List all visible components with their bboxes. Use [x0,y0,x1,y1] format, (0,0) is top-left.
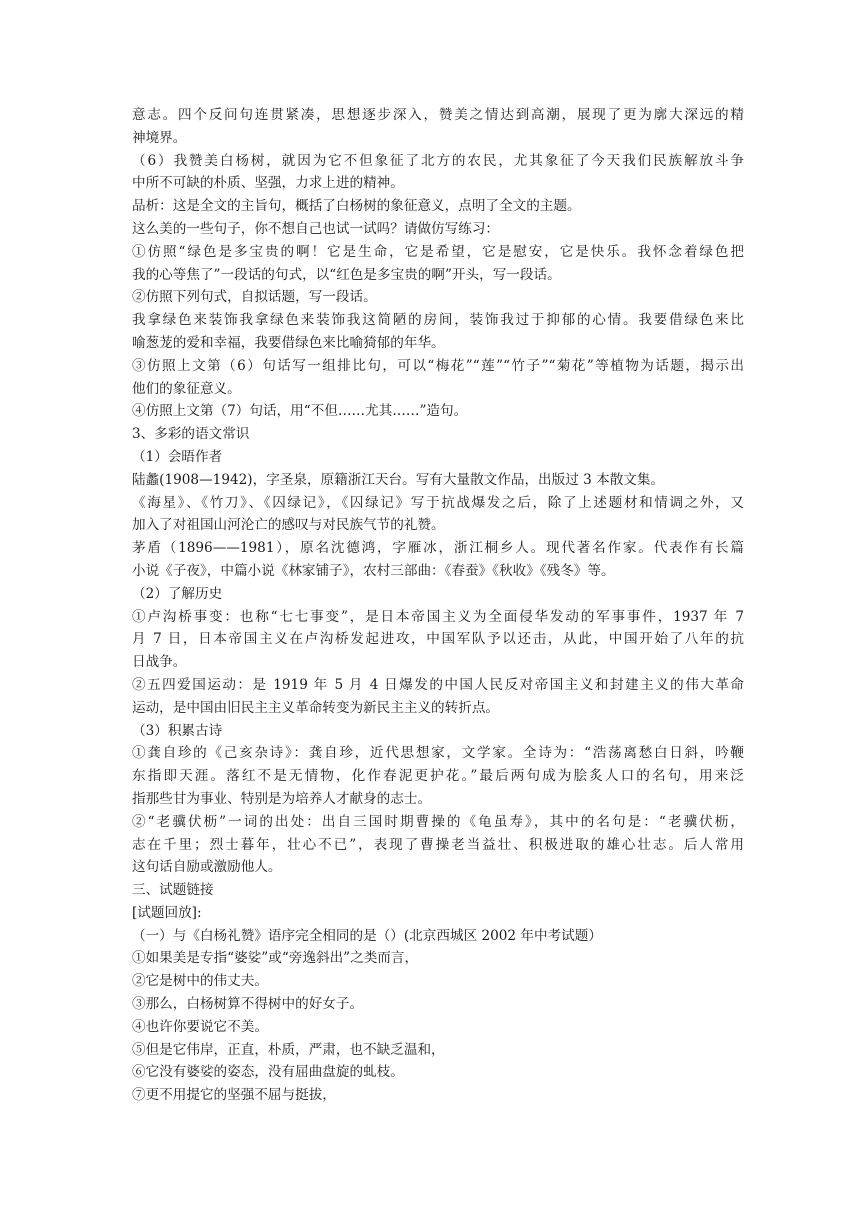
text-line: 《海星》、《竹刀》、《囚绿记》，《囚绿记》写于抗战爆发之后，除了上述题材和情调之外，又 [132,494,744,511]
text-line: 喻葱茏的爱和幸福，我要借绿色来比喻猗郁的年华。 [132,334,445,351]
text-line: 指那些甘为事业、特别是为培养人才献身的志士。 [132,790,432,807]
text-line: ⑤但是它伟岸，正直，朴质，严肃，也不缺乏温和， [132,1041,445,1058]
text-line: ②五四爱国运动：是 1919 年 5 月 4 日爆发的中国人民反对帝国主义和封建主义的伟大革命 [132,676,744,693]
text-line: ⑥它没有婆娑的姿态，没有屈曲盘旋的虬枝。 [132,1064,404,1081]
text-line: （2）了解历史 [132,585,223,602]
text-line: 这么美的一些句子，你不想自己也试一试吗？请做仿写练习： [132,220,500,237]
text-line: 东指即天涯。落红不是无情物，化作春泥更护花。”最后两句成为脍炙人口的名句，用来泛 [132,768,744,785]
text-line: ④也许你要说它不美。 [132,1018,268,1035]
text-line: 陆蠡(1908—1942)，字圣泉，原籍浙江天台。写有大量散文作品，出版过 3 本散文集。 [132,471,665,488]
text-line: 品析：这是全文的主旨句，概括了白杨树的象征意义，点明了全文的主题。 [132,198,581,215]
text-line: 神境界。 [132,129,187,146]
text-line: 我拿绿色来装饰我拿绿色来装饰我这简陋的房间，装饰我过于抑郁的心情。我要借绿色来比 [132,312,744,329]
text-line: 月 7 日，日本帝国主义在卢沟桥发起进攻，中国军队予以还击，从此，中国开始了八年的抗 [132,631,744,648]
text-line: 这句话自励或激励他人。 [132,859,282,876]
text-line: ①如果美是专指“婆娑”或“旁逸斜出”之类而言， [132,950,419,967]
text-line: （6）我赞美白杨树，就因为它不但象征了北方的农民，尤其象征了今天我们民族解放斗争 [132,152,744,169]
text-line: ②它是树中的伟丈夫。 [132,973,268,990]
text-line: （1）会晤作者 [132,448,223,465]
text-line: ①仿照“绿色是多宝贵的啊！它是生命，它是希望，它是慰安，它是快乐。我怀念着绿色把 [132,243,744,260]
text-line: 加入了对祖国山河沦亡的感叹与对民族气节的礼赞。 [132,517,445,534]
text-line: 3、多彩的语文常识 [132,426,250,443]
text-line: ①龚自珍的《己亥杂诗》：龚自珍，近代思想家，文学家。全诗为：“浩荡离愁白日斜，吟鞭 [132,745,744,762]
text-line: 中所不可缺的朴质、坚强，力求上进的精神。 [132,175,404,192]
text-line: [试题回放]: [132,904,202,921]
text-line: 志在千里；烈士暮年，壮心不已”，表现了曹操老当益壮、积极进取的雄心壮志。后人常用 [132,836,744,853]
text-line: 运动，是中国由旧民主主义革命转变为新民主主义的转折点。 [132,699,500,716]
text-line: ③仿照上文第（6）句话写一组排比句，可以“梅花”“莲”“竹子”“菊花”等植物为话题，揭示出 [132,357,744,374]
text-line: ②“老骥伏枥”一词的出处：出自三国时期曹操的《龟虽寿》，其中的名句是：“老骥伏枥， [132,813,744,830]
text-line: ⑦更不用提它的坚强不屈与挺拔， [132,1087,336,1104]
document-page [132,104,744,1107]
text-line: 茅盾（1896——1981），原名沈德鸿，字雁冰，浙江桐乡人。现代著名作家。代表作有长篇 [132,540,744,557]
text-line: 日战争。 [132,654,187,671]
text-line: 意志。四个反问句连贯紧凑，思想逐步深入，赞美之情达到高潮，展现了更为廓大深远的精 [132,107,744,123]
text-line: 三、试题链接 [132,882,214,899]
text-line: 小说《子夜》，中篇小说《林家铺子》，农村三部曲：《春蚕》《秋收》《残冬》等。 [132,562,615,579]
text-line: （3）积累古诗 [132,722,223,739]
text-line: 我的心等焦了”一段话的句式，以“红色是多宝贵的啊”开头，写一段话。 [132,266,561,283]
text-line: 他们的象征意义。 [132,380,241,397]
text-line: （一）与《白杨礼赞》语序完全相同的是（）(北京西城区 2002 年中考试题） [132,927,602,944]
text-line: ①卢沟桥事变：也称“七七事变”，是日本帝国主义为全面侵华发动的军事事件，1937 年 7 [132,608,744,625]
text-line: ②仿照下列句式，自拟话题，写一段话。 [132,289,377,306]
text-line: ④仿照上文第（7）句话，用“不但……尤其……”造句。 [132,403,468,420]
text-line: ③那么，白杨树算不得树中的好女子。 [132,996,364,1013]
